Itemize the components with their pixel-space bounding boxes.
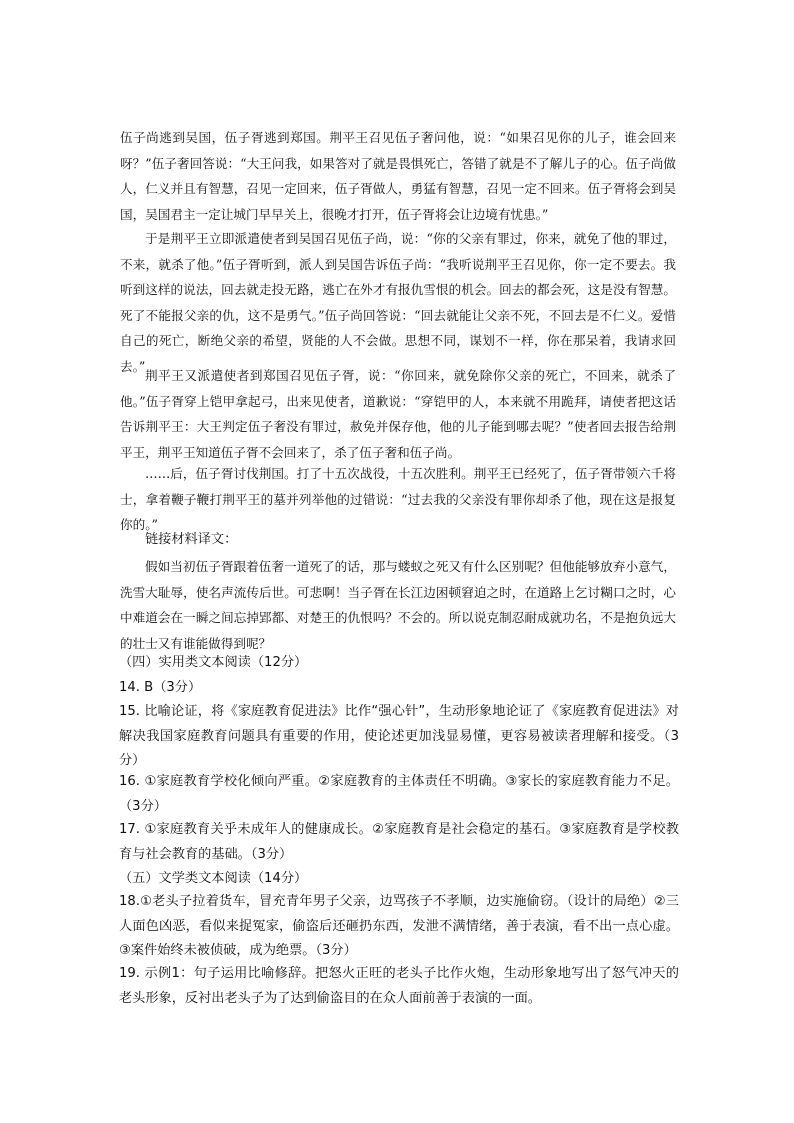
- passage-paragraph-3: 荆平王又派遣使者到郑国召见伍子胥，说：“你回来，就免除你父亲的死亡，不回来，就杀了他。”伍子胥穿上铠甲拿起弓，出来见使者，道歉说：“穿铠甲的人，本来就不用跪拜，请使者把这话告诉荆平王：大王判定伍子奢没有罪过，赦免并保存他，他的儿子能到哪去呢？”使者回去报告给荆平王，荆平王知道伍子胥不会回来了，杀了伍子奢和伍子尚。: [120, 368, 676, 460]
- section-5-heading: （五）文学类文本阅读（14分）: [119, 871, 308, 886]
- answer-18: 18.①老头子拉着货车，冒充青年男子父亲，边骂孩子不孝顺，边实施偷窃。（设计的局绝）②三人面色凶恶，看似来捉冤家，偷盗后还砸扔东西，发泄不满情绪，善于表演，看不出一点心虚。③案件始终未被侦破，成为绝票。（3分）: [119, 894, 679, 958]
- answer-17: 17. ①家庭教育关乎未成年人的健康成长。②家庭教育是社会稳定的基石。③家庭教育是学校教育与社会教育的基础。（3分）: [119, 822, 679, 862]
- answer-19: 19. 示例1：句子运用比喻修辞。把怒火正旺的老头子比作火炮，生动形象地写出了怒气冲天的老头形象，反衬出老头子为了达到偷盗目的在众人面前善于表演的一面。: [119, 966, 679, 1006]
- answer-15: 15. 比喻论证，将《家庭教育促进法》比作“强心针”，生动形象地论证了《家庭教育促进法》对解决我国家庭教育问题具有重要的作用，使论述更加浅显易懂，更容易被读者理解和接受。（3分）: [119, 704, 679, 768]
- section-4-heading: （四）实用类文本阅读（12分）: [119, 655, 308, 670]
- answer-14: 14. B（3分）: [119, 680, 202, 695]
- passage-paragraph-1: 伍子尚逃到吴国，伍子胥逃到郑国。荆平王召见伍子奢问他，说：“如果召见你的儿子，谁会回来呀？”伍子奢回答说：“大王问我，如果答对了就是畏惧死亡，答错了就是不了解儿子的心。伍子尚做人，仁义并且有智慧，召见一定回来，伍子胥做人，勇猛有智慧，召见一定不回来。伍子胥将会到吴国，吴国君主一定让城门早早关上，很晚才打开，伍子胥将会让边境有忧患。”: [120, 130, 676, 222]
- answer-16: 16. ①家庭教育学校化倾向严重。②家庭教育的主体责任不明确。③家长的家庭教育能力不足。（3分）: [119, 774, 679, 814]
- link-material-paragraph: 假如当初伍子胥跟着伍奢一道死了的话，那与蝼蚁之死又有什么区别呢？但他能够放弃小意气，洗雪大耻辱，使名声流传后世。可悲啊！当子胥在长江边困顿窘迫之时，在道路上乞讨糊口之时，心中难道会在一瞬之间忘掉郢都、对楚王的仇恨吗？不会的。所以说克制忍耐成就功名，不是抱负远大的壮士又有谁能做得到呢？: [120, 559, 676, 651]
- passage-paragraph-2: 于是荆平王立即派遣使者到吴国召见伍子尚，说：“你的父亲有罪过，你来，就免了他的罪过，不来，就杀了他。”伍子胥听到，派人到吴国告诉伍子尚：“我听说荆平王召见你，你一定不要去。我听到这样的说法，回去就走投无路，逃亡在外才有报仇雪恨的机会。回去的都会死，这是没有智慧。死了不能报父亲的仇，这不是勇气。”伍子尚回答说：“回去就能让父亲不死，不回去是不仁义。爱惜自己的死亡，断绝父亲的希望，贤能的人不会做。思想不同，谋划不一样，你在那呆着，我请求回去。”: [120, 231, 676, 374]
- passage-paragraph-4: ……后，伍子胥讨伐荆国。打了十五次战役，十五次胜利。荆平王已经死了，伍子胥带领六千将士，拿着鞭子鞭打荆平王的墓并列举他的过错说：“过去我的父亲没有罪你却杀了他，现在这是报复你的。”: [120, 466, 676, 532]
- link-material-title: 链接材料译文：: [145, 532, 238, 547]
